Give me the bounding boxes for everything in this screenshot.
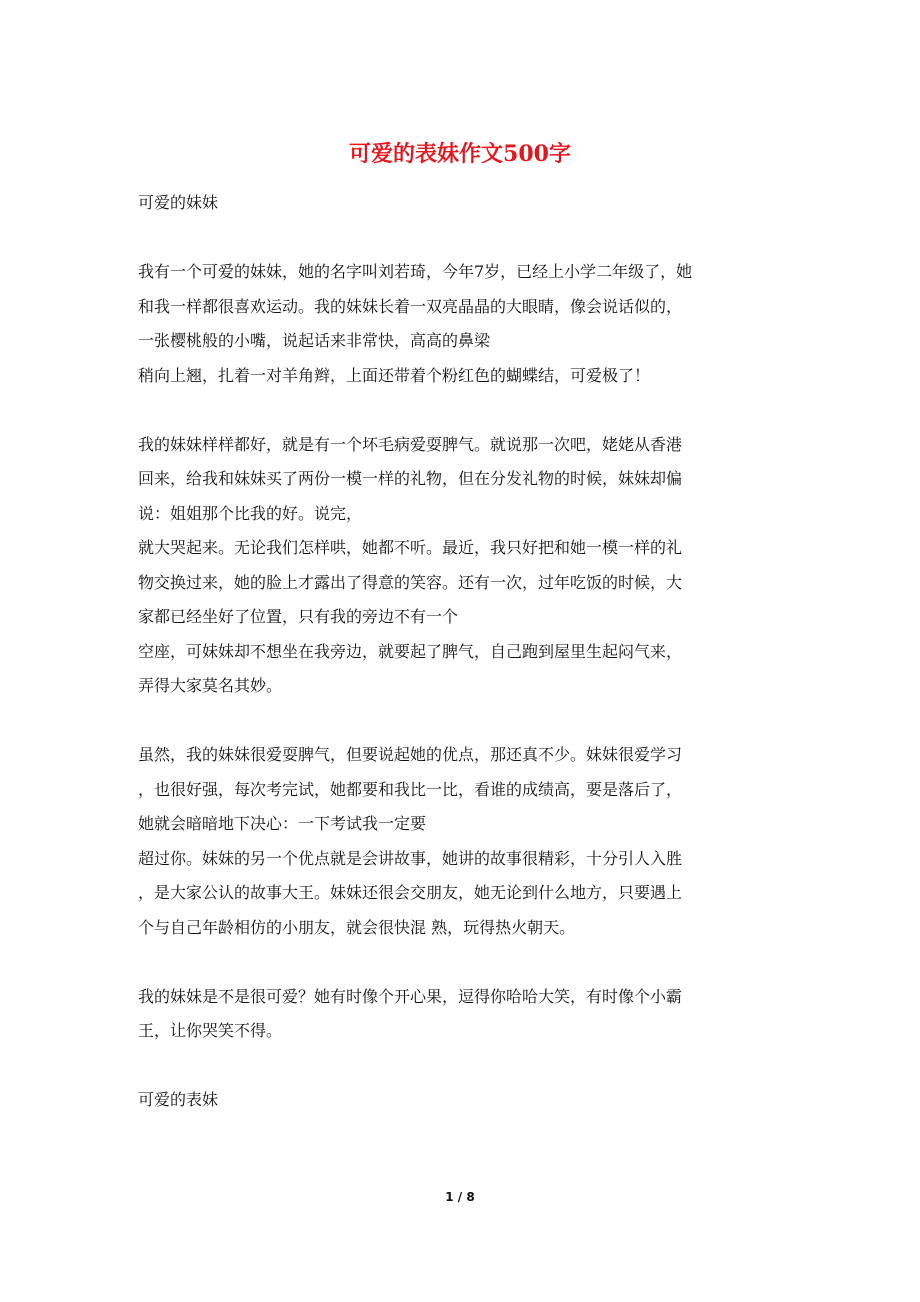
- text-line: 和我一样都很喜欢运动。我的妹妹长着一双亮晶晶的大眼睛，像会说话似的，: [138, 296, 683, 316]
- text-line: 物交换过来，她的脸上才露出了得意的笑容。还有一次，过年吃饭的时候，大: [138, 572, 683, 592]
- text-line: ，也很好强，每次考完试，她都要和我比一比，看谁的成绩高，要是落后了，: [138, 779, 683, 799]
- paragraph-subtitle-2: [138, 1083, 788, 1118]
- text-line: 我有一个可爱的妹妹，她的名字叫刘若琦，今年7岁，已经上小学二年级了，她: [138, 262, 693, 281]
- paragraph-1: [138, 255, 788, 393]
- paragraph-4: [138, 980, 788, 1049]
- text-line: 回来，给我和妹妹买了两份一模一样的礼物，但在分发礼物的时候，妹妹却偏: [138, 469, 683, 488]
- page-indicator: 1 / 8: [445, 1190, 475, 1204]
- paragraph-subtitle-1: [138, 186, 788, 221]
- paragraph-3: [138, 738, 788, 945]
- text-line: ，是大家公认的故事大王。妹妹还很会交朋友，她无论到什么地方，只要遇上: [138, 883, 683, 902]
- text-line: 超过你。妹妹的另一个优点就是会讲故事，她讲的故事很精彩，十分引人入胜: [138, 848, 683, 868]
- document-body: [138, 186, 788, 1152]
- text-line: 王，让你哭笑不得。: [138, 1021, 283, 1040]
- text-line: 稍向上翘，扎着一对羊角辫，上面还带着个粉红色的蝴蝶结，可爱极了！: [138, 365, 651, 385]
- text-line: 一张樱桃般的小嘴，说起话来非常快，高高的鼻梁: [138, 331, 491, 350]
- text-line: 我的妹妹是不是很可爱？她有时像个开心果，逗得你哈哈大笑，有时像个小霸: [138, 986, 683, 1006]
- text-line: 说：姐姐那个比我的好。说完，: [138, 503, 363, 523]
- text-line: 就大哭起来。无论我们怎样哄，她都不听。最近，我只好把和她一模一样的礼: [138, 538, 683, 557]
- paragraph-2: [138, 428, 788, 704]
- text-line: 弄得大家莫名其妙。: [138, 676, 283, 695]
- text-line: 她就会暗暗地下决心：一下考试我一定要: [138, 814, 427, 833]
- document-title: 可爱的表妹作文500字: [349, 141, 571, 167]
- text-line: 虽然，我的妹妹很爱耍脾气，但要说起她的优点，那还真不少。妹妹很爱学习: [138, 745, 683, 764]
- text-line: 个与自己年龄相仿的小朋友，就会很快混 熟，玩得热火朝天。: [138, 917, 576, 937]
- text-line: 家都已经坐好了位置，只有我的旁边不有一个: [138, 607, 459, 626]
- text-line: 可爱的妹妹: [138, 193, 219, 212]
- text-line: 可爱的表妹: [138, 1090, 219, 1109]
- text-line: 我的妹妹样样都好，就是有一个坏毛病爱耍脾气。就说那一次吧，姥姥从香港: [138, 434, 683, 454]
- text-line: 空座，可妹妹却不想坐在我旁边，就要起了脾气，自己跑到屋里生起闷气来，: [138, 641, 683, 661]
